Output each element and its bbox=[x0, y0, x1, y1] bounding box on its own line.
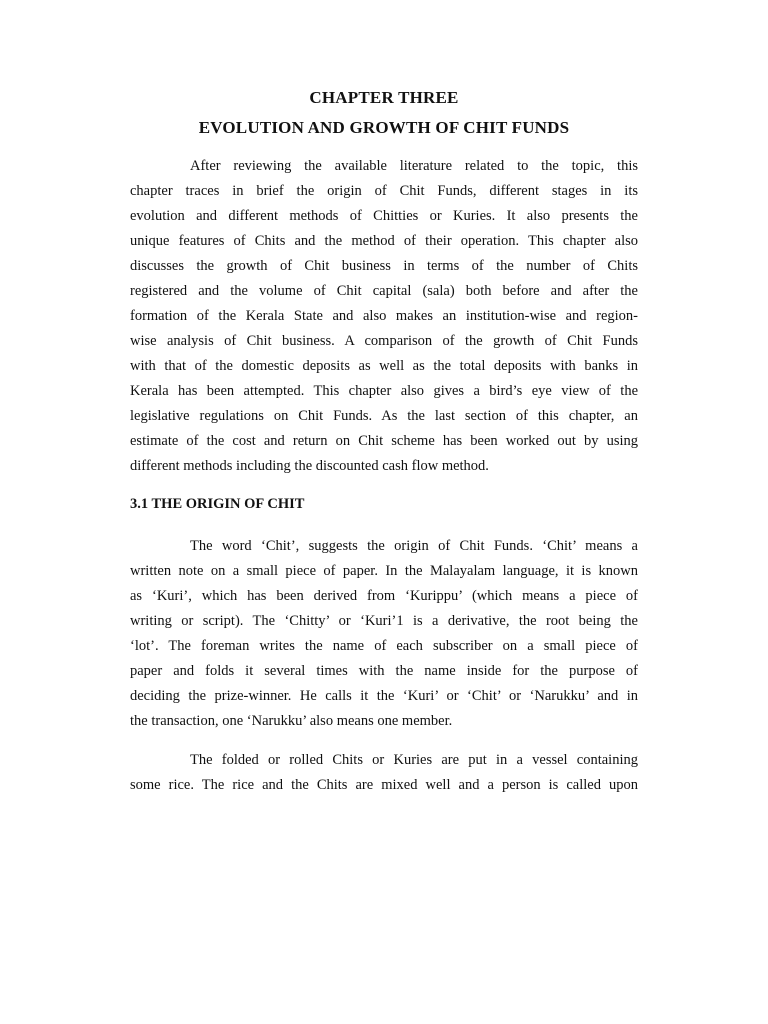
text-line: evolution and different methods of Chitties or Kuries. It also presents the bbox=[130, 208, 638, 224]
text-line: different methods including the discounted cash flow method. bbox=[130, 458, 489, 474]
text-line: formation of the Kerala State and also makes an institution-wise and region- bbox=[130, 308, 638, 324]
text-line: deciding the prize-winner. He calls it the ‘Kuri’ or ‘Chit’ or ‘Narukku’ and in bbox=[130, 688, 638, 704]
text-line: as ‘Kuri’, which has been derived from ‘Kurippu’ (which means a piece of bbox=[130, 588, 638, 604]
text-line: chapter traces in brief the origin of Chit Funds, different stages in its bbox=[130, 183, 638, 199]
text-line: The word ‘Chit’, suggests the origin of Chit Funds. ‘Chit’ means a bbox=[190, 538, 638, 554]
text-line: paper and folds it several times with the name inside for the purpose of bbox=[130, 663, 638, 679]
text-line: wise analysis of Chit business. A comparison of the growth of Chit Funds bbox=[130, 333, 638, 349]
text-line: unique features of Chits and the method of their operation. This chapter also bbox=[130, 233, 638, 249]
chapter-number: CHAPTER THREE bbox=[309, 88, 459, 107]
text-line: written note on a small piece of paper. In the Malayalam language, it is known bbox=[130, 563, 638, 579]
chapter-title: EVOLUTION AND GROWTH OF CHIT FUNDS bbox=[198, 118, 570, 137]
text-line: legislative regulations on Chit Funds. As the last section of this chapter, an bbox=[130, 408, 638, 424]
text-line: writing or script). The ‘Chitty’ or ‘Kuri’1 is a derivative, the root being the bbox=[130, 613, 638, 629]
text-line: Kerala has been attempted. This chapter also gives a bird’s eye view of the bbox=[130, 383, 638, 399]
paragraph-origin bbox=[130, 534, 638, 734]
text-line: discusses the growth of Chit business in terms of the number of Chits bbox=[130, 258, 638, 274]
paragraph-intro bbox=[130, 154, 638, 479]
text-line: the transaction, one ‘Narukku’ also means one member. bbox=[130, 713, 453, 729]
text-line: some rice. The rice and the Chits are mixed well and a person is called upon bbox=[130, 777, 638, 793]
text-line: estimate of the cost and return on Chit scheme has been worked out by using bbox=[130, 433, 638, 449]
text-line: The folded or rolled Chits or Kuries are put in a vessel containing bbox=[190, 752, 638, 768]
text-line: ‘lot’. The foreman writes the name of each subscriber on a small piece of bbox=[130, 638, 638, 654]
section-heading: 3.1 THE ORIGIN OF CHIT bbox=[130, 496, 305, 512]
text-line: with that of the domestic deposits as well as the total deposits with banks in bbox=[130, 358, 638, 374]
paragraph-vessel bbox=[130, 748, 638, 798]
text-line: registered and the volume of Chit capital (sala) both before and after the bbox=[130, 283, 638, 299]
text-line: After reviewing the available literature related to the topic, this bbox=[190, 158, 638, 174]
